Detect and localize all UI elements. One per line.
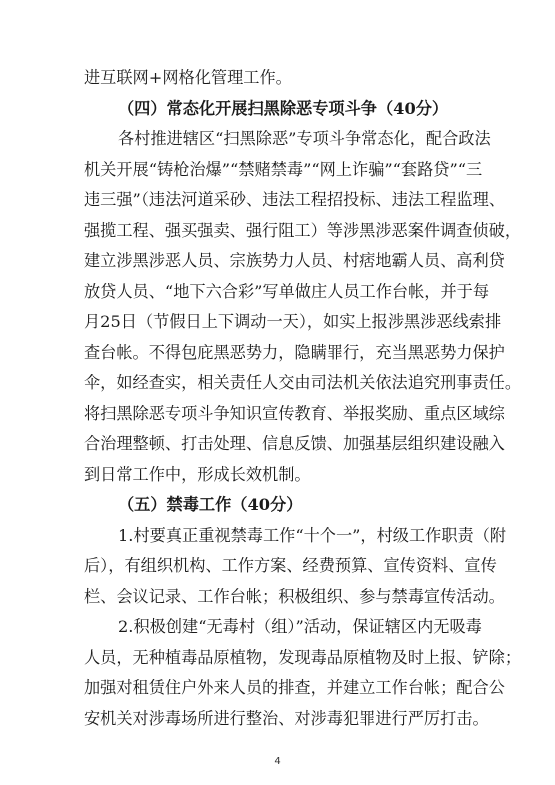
section-4-paragraph-line: 强揽工程、强买强卖、强行阻工）等涉黑涉恶案件调查侦破，	[84, 220, 522, 240]
section-4-paragraph-line: 各村推进辖区“扫黑除恶”专项斗争常态化，配合政法	[118, 129, 491, 148]
section-5-item-2-line: 人员，无种植毒品原植物，发现毒品原植物及时上报、铲除；	[84, 647, 522, 667]
section-4-paragraph-line: 到日常工作中，形成长效机制。	[84, 464, 311, 484]
section-4-paragraph-line: 合治理整顿、打击处理、信息反馈、加强基层组织建设融入	[84, 434, 505, 453]
section-4-paragraph-line: 违三强”（违法河道采砂、违法工程招投标、违法工程监理、	[84, 190, 506, 209]
section-4-paragraph-line: 伞，如经查实，相关责任人交由司法机关依法追究刑事责任。	[84, 373, 522, 392]
section-4-paragraph-line: 放贷人员、“地下六合彩”写单做庄人员工作台帐，并于每	[84, 281, 490, 301]
section-4-paragraph-line: 机关开展“铸枪治爆”“禁赌禁毒”“网上诈骗”“套路贷”“三	[84, 159, 483, 179]
section-4-paragraph-line: 建立涉黑涉恶人员、宗族势力人员、村痞地霸人员、高利贷	[84, 251, 505, 270]
section-5-item-1-line: 1.村要真正重视禁毒工作“十个一”，村级工作职责（附	[118, 525, 507, 545]
section-4-paragraph-line: 月25日（节假日上下调动一天），如实上报涉黑涉恶线索排	[84, 312, 502, 331]
section-4-paragraph-line: 将扫黑除恶专项斗争知识宣传教育、举报奖励、重点区域综	[84, 403, 505, 423]
section-5-item-1-line: 栏、会议记录、工作台帐；积极组织、参与禁毒宣传活动。	[84, 586, 505, 606]
page-number: 4	[274, 756, 281, 767]
section-5-item-2-line: 安机关对涉毒场所进行整治、对涉毒犯罪进行严厉打击。	[84, 708, 489, 728]
section-5-item-2-line: 加强对租赁住户外来人员的排查，并建立工作台帐；配合公	[84, 678, 505, 697]
section-4-heading: （四）常态化开展扫黑除恶专项斗争（40分）	[118, 98, 449, 118]
section-4-paragraph-line: 查台帐。不得包庇黑恶势力，隐瞒罪行，充当黑恶势力保护	[84, 342, 505, 362]
section-5-item-2-line: 2.积极创建“无毒村（组）”活动，保证辖区内无吸毒	[118, 617, 482, 636]
section-5-item-1-line: 后），有组织机构、工作方案、经费预算、宣传资料、宣传	[84, 556, 497, 575]
intro-line: 进互联网+网格化管理工作。	[84, 68, 292, 87]
section-5-heading: （五）禁毒工作（40分）	[118, 495, 303, 514]
